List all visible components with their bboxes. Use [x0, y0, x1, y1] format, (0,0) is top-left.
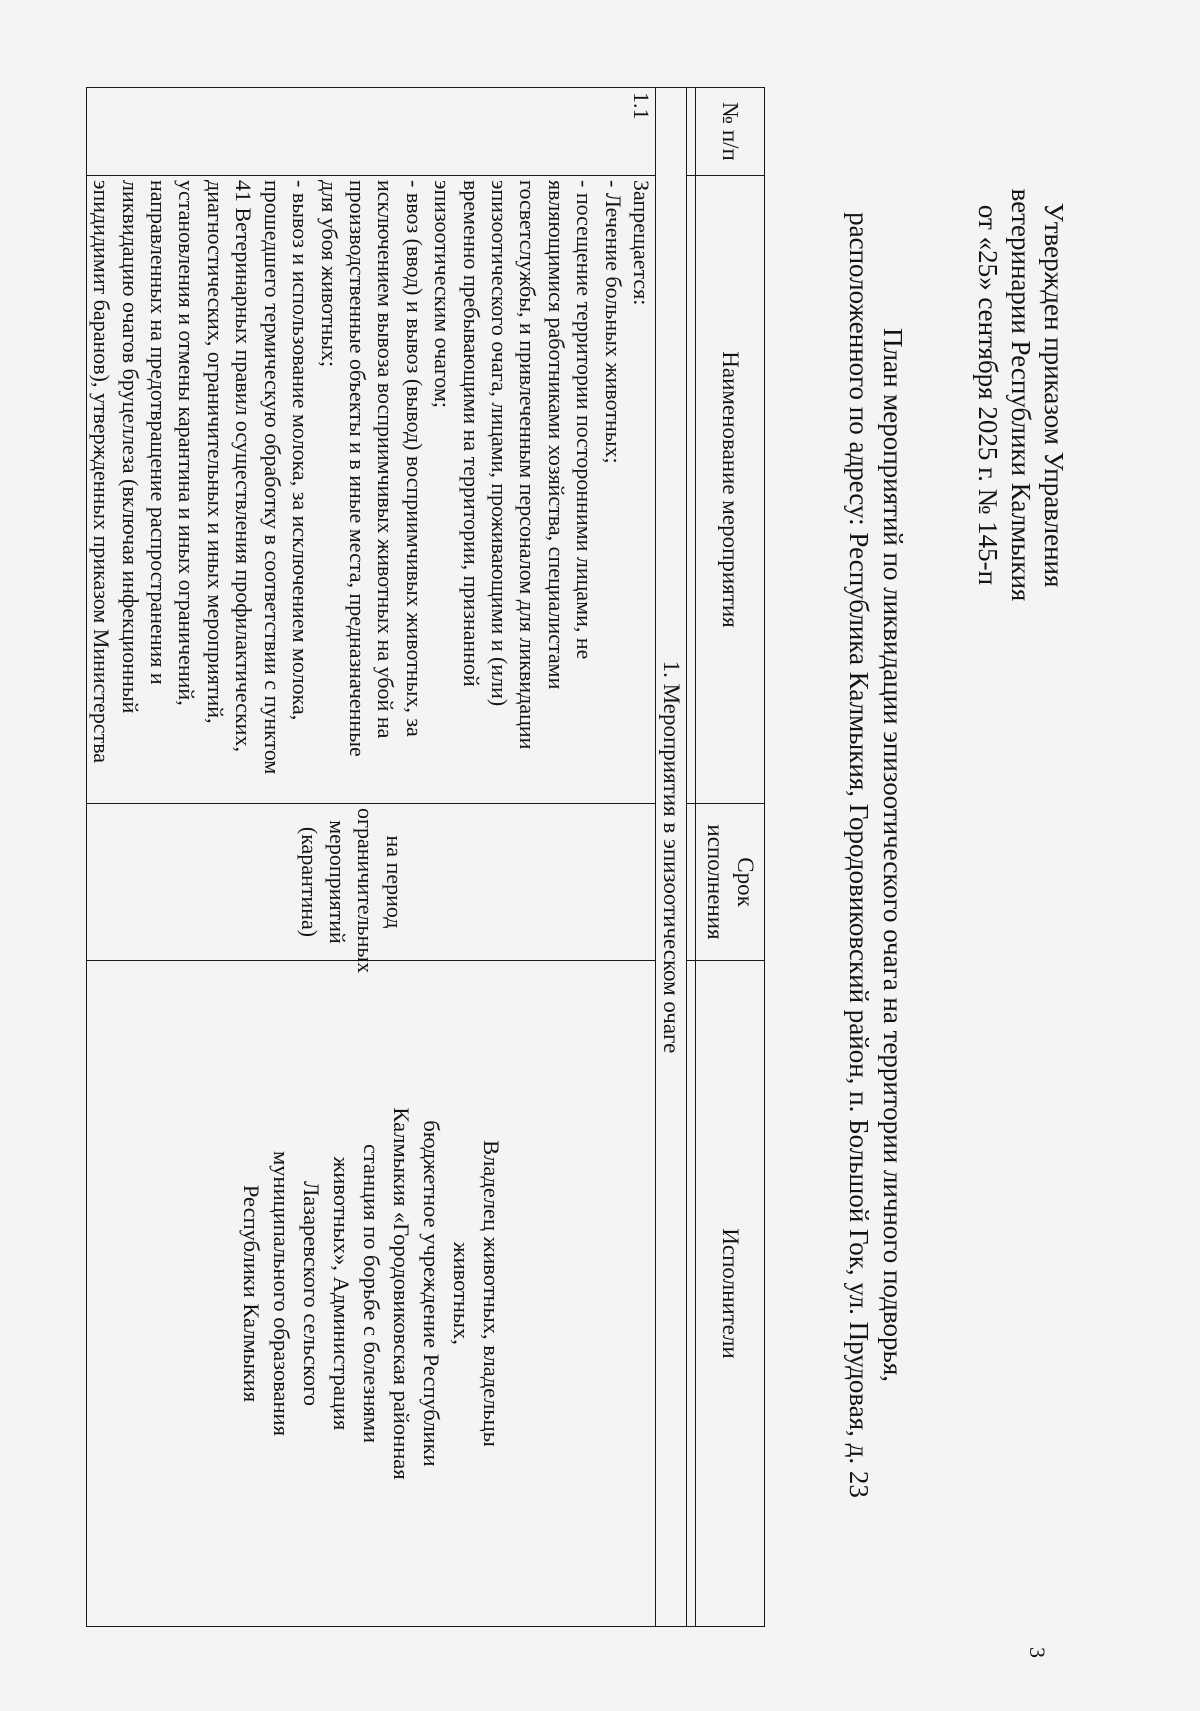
table-spacer-row	[687, 88, 696, 1627]
measure-line: прошедшего термическую обработку в соответствии с пунктом	[259, 180, 285, 775]
measure-line: установления и отмены карантина и иных ограничений,	[174, 180, 200, 706]
measure-line: временно пребывающими на территории, признанной	[458, 180, 484, 687]
executor-line: Республики Калмыкия	[238, 1184, 264, 1403]
executor-line: животных,	[448, 1242, 474, 1345]
measure-line: госветслужбы, и привлеченным персоналом для ликвидации	[515, 180, 541, 750]
measure-line: диагностических, ограничительных и иных мероприятий,	[202, 180, 228, 724]
approval-stamp	[971, 115, 1070, 675]
executor-line: Владелец животных, владельцы	[478, 1140, 504, 1447]
measure-line: производственные объекты и в иные места, предназначенные	[344, 180, 370, 757]
row-number: 1.1	[86, 88, 655, 176]
table-row	[86, 88, 655, 1627]
rotated-document	[0, 35, 1120, 1675]
executor-line: Калмыкия «Городовиковская районная	[388, 1107, 414, 1480]
approval-line-1: Утвержден приказом Управления	[1039, 202, 1069, 588]
approval-line-3: от «25» сентября 2025 г. № 145-п	[973, 204, 1003, 586]
term-line: на период	[381, 835, 407, 929]
term-text	[86, 804, 655, 974]
section-title: 1. Мероприятия в эпизоотическом очаге	[656, 88, 687, 1627]
measure-line: являющимися работниками хозяйства, специалистами	[543, 180, 569, 690]
header-executors: Исполнители	[696, 961, 765, 1627]
page-number: 3	[1025, 1647, 1050, 1658]
term-line: ограничительных	[353, 808, 379, 974]
measure-line: - посещение территории посторонними лицами, не	[572, 180, 598, 660]
executor-line: муниципального образования	[268, 1151, 294, 1436]
plan-title-line-2: расположенного по адресу: Республика Калмыкия, Городовиковский район, п. Большой Гок, ул. Прудовая, д. 23	[844, 212, 874, 1498]
measure-line: исключением вывоза восприимчивых животных на убой на	[373, 180, 399, 739]
plan-title	[842, 175, 910, 1535]
executor-line: животных», Администрация	[328, 1156, 354, 1431]
executor-line: бюджетное учреждение Республики	[418, 1120, 444, 1467]
measure-text	[86, 176, 655, 804]
section-row	[656, 88, 687, 1627]
measure-line: - ввоз (ввод) и вывоз (вывод) восприимчивых животных, за	[401, 180, 427, 737]
measure-line: для убоя животных;	[316, 180, 342, 368]
executor-line: Лазаревского сельского	[298, 1180, 324, 1407]
measure-line: эпидидимит баранов), утвержденных приказом Министерства	[89, 180, 115, 764]
approval-line-2: ветеринарии Республики Калмыкия	[1006, 188, 1036, 602]
term-line: мероприятий	[324, 820, 350, 944]
measure-line: Запрещается:	[629, 180, 654, 306]
measure-line: направленных на предотвращение распространения и	[146, 180, 172, 685]
term-line: (карантина)	[296, 826, 322, 938]
measure-line: эпизоотическим очагом;	[430, 180, 456, 409]
measures-table	[86, 87, 765, 1627]
measure-line: 41 Ветеринарных правил осуществления профилактических,	[231, 180, 257, 752]
executor-line: станция по борьбе с болезнями	[358, 1143, 384, 1444]
measure-line: - вывоз и использование молока, за исключением молока,	[288, 180, 314, 721]
header-name: Наименование мероприятия	[696, 176, 765, 804]
measure-line: эпизоотического очага, лицами, проживающими и (или)	[486, 180, 512, 707]
executors-text	[86, 961, 655, 1627]
measure-line: - Лечение больных животных;	[600, 180, 626, 464]
header-term: Срок исполнения	[696, 804, 765, 961]
plan-title-line-1: План мероприятий по ликвидации эпизоотического очага на территории личного подворья,	[878, 328, 908, 1382]
header-num: № п/п	[696, 88, 765, 176]
table-header-row	[696, 88, 765, 1627]
measure-line: ликвидацию очагов бруцеллеза (включая инфекционный	[117, 180, 143, 714]
